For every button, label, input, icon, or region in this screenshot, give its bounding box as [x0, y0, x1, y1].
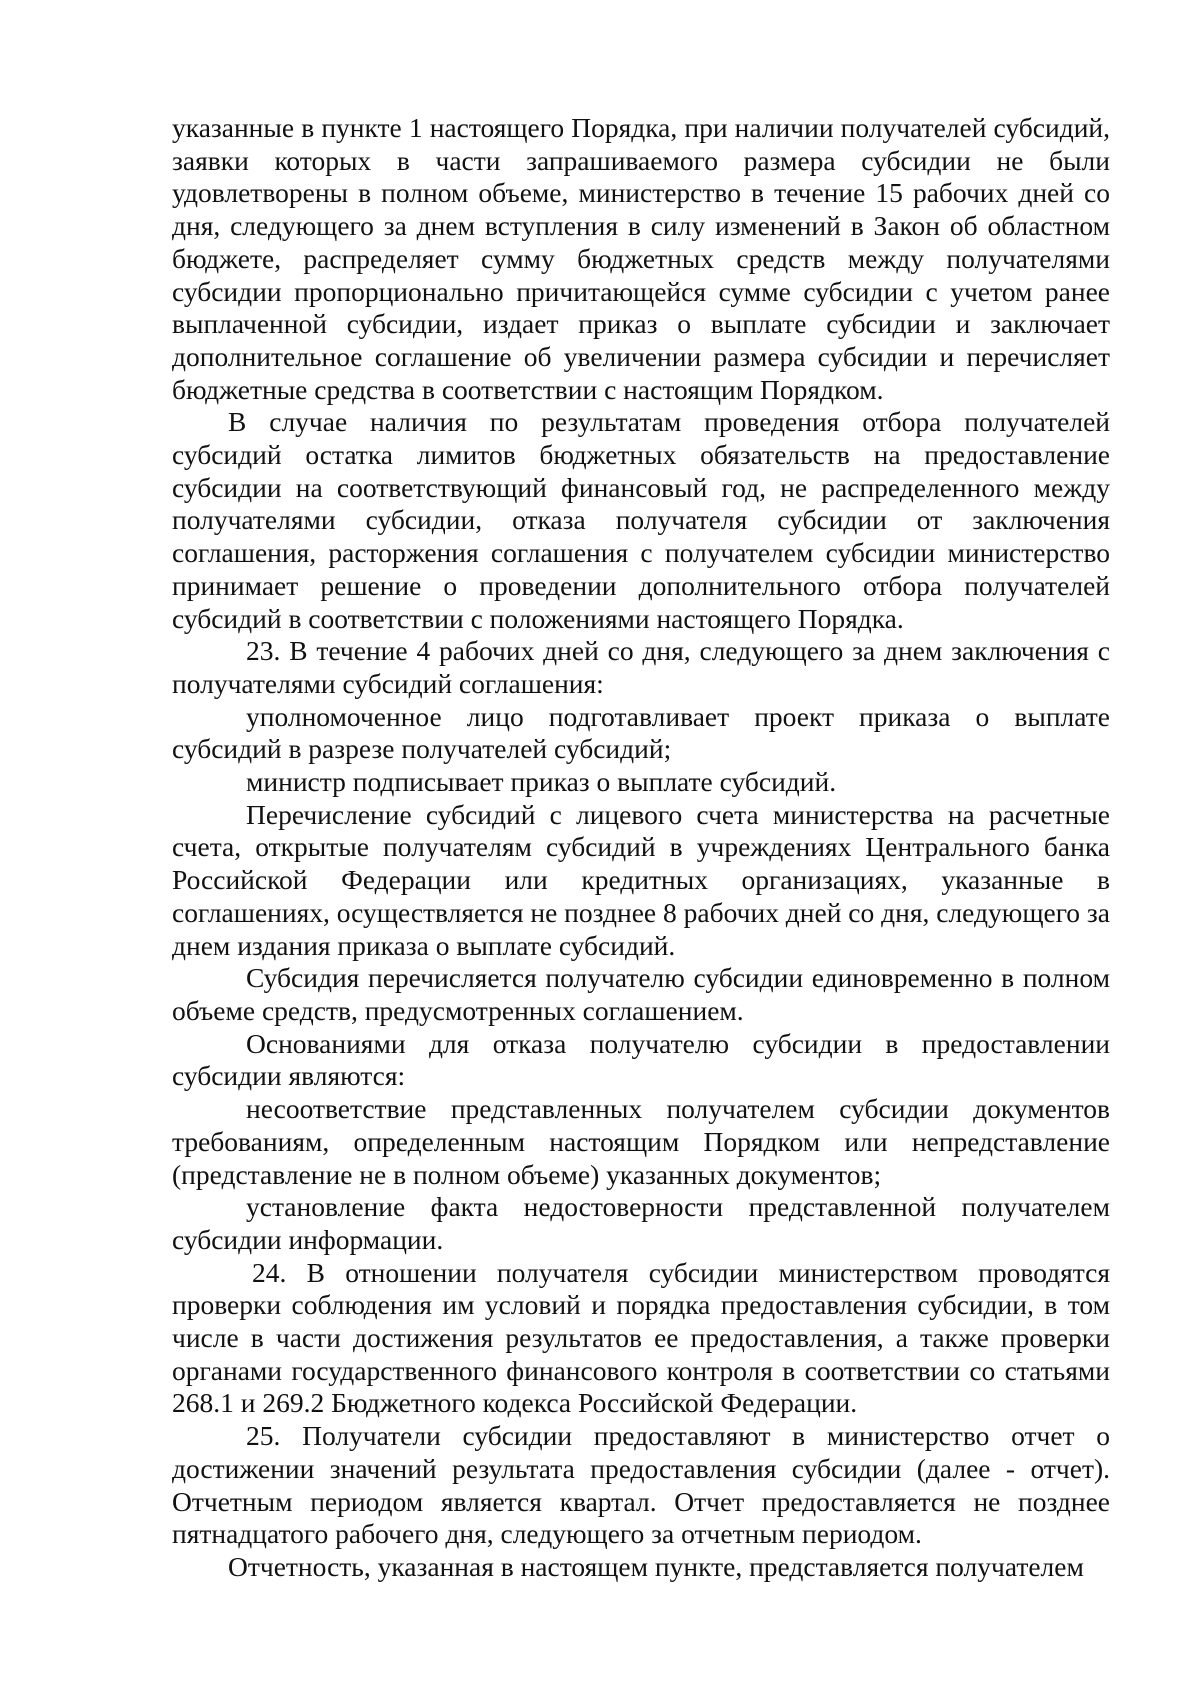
- paragraph-3: 23. В течение 4 рабочих дней со дня, следующего за днем заключения с получателями субсидий соглашения:: [172, 635, 1110, 699]
- paragraph-10: установление факта недостоверности представленной получателем субсидии информации.: [172, 1191, 1110, 1255]
- paragraph-2: В случае наличия по результатам проведения отбора получателей субсидий остатка лимитов бюджетных обязательств на предоставление субсидии на соответствующий финансовый год, не распределенного между получателями субсидии, отказа получателя субсидии от заключения соглашения, расторжения соглашения с получателем субсидии министерство принимает решение о проведении дополнительного отбора получателей субсидий в соответствии с положениями настоящего Порядка.: [172, 406, 1110, 634]
- paragraph-4: уполномоченное лицо подготавливает проект приказа о выплате субсидий в разрезе получателей субсидий;: [172, 700, 1110, 765]
- paragraph-7: Субсидия перечисляется получателю субсидии единовременно в полном объеме средств, предусмотренных соглашением.: [172, 962, 1110, 1026]
- paragraph-5: министр подписывает приказ о выплате субсидий.: [246, 766, 837, 798]
- paragraph-13: Отчетность, указанная в настоящем пункте, представляется получателем: [228, 1550, 1084, 1582]
- document-text: [172, 112, 1110, 1584]
- paragraph-1: указанные в пункте 1 настоящего Порядка, при наличии получателей субсидий, заявки которых в части запрашиваемого размера субсидии не были удовлетворены в полном объеме, министерство в течение 15 рабочих дней со дня, следующего за днем вступления в силу изменений в Закон об областном бюджете, распределяет сумму бюджетных средств между получателями субсидии пропорционально причитающейся сумме субсидии с учетом ранее выплаченной субсидии, издает приказ о выплате субсидии и заключает дополнительное соглашение об увеличении размера субсидии и перечисляет бюджетные средства в соответствии с настоящим Порядком.: [172, 112, 1110, 405]
- paragraph-12: 25. Получатели субсидии предоставляют в министерство отчет о достижении значений результата предоставления субсидии (далее - отчет). Отчетным периодом является квартал. Отчет предоставляется не позднее пятнадцатого рабочего дня, следующего за отчетным периодом.: [172, 1420, 1110, 1550]
- paragraph-8: Основаниями для отказа получателю субсидии в предоставлении субсидии являются:: [172, 1027, 1110, 1092]
- paragraph-11: 24. В отношении получателя субсидии министерством проводятся проверки соблюдения им условий и порядка предоставления субсидии, в том числе в части достижения результатов ее предоставления, а также проверки органами государственного финансового контроля в соответствии со статьями 268.1 и 269.2 Бюджетного кодекса Российской Федерации.: [172, 1256, 1110, 1419]
- paragraph-6: Перечисление субсидий с лицевого счета министерства на расчетные счета, открытые получателям субсидий в учреждениях Центрального банка Российской Федерации или кредитных организациях, указанные в соглашениях, осуществляется не позднее 8 рабочих дней со дня, следующего за днем издания приказа о выплате субсидий.: [172, 798, 1110, 961]
- paragraph-9: несоответствие представленных получателем субсидии документов требованиям, определенным настоящим Порядком или непредставление (представление не в полном объеме) указанных документов;: [172, 1093, 1110, 1190]
